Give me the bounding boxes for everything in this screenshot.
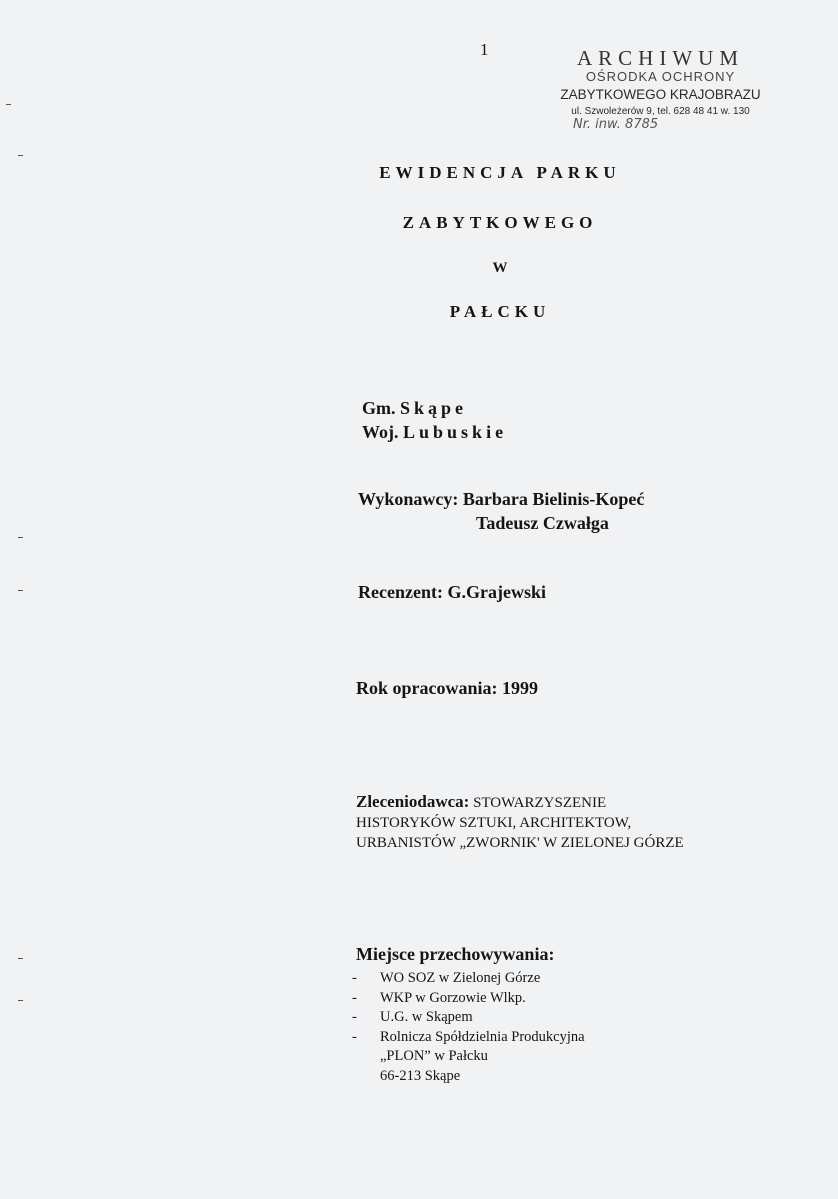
wojewodztwo-label: Woj. <box>362 422 399 442</box>
stamp-line-address: ul. Szwoleżerów 9, tel. 628 48 41 w. 130 <box>571 106 750 117</box>
reviewer-line <box>358 582 546 603</box>
list-item: - Rolnicza Spółdzielnia Produkcyjna <box>352 1028 585 1045</box>
client-block <box>356 792 684 853</box>
client-label: Zleceniodawca: <box>356 792 470 811</box>
stamp-line-osrodka: OŚRODKA OCHRONY <box>585 69 736 84</box>
authors-line-1 <box>358 489 644 510</box>
margin-tick <box>18 590 23 591</box>
gmina-label: Gm. <box>362 398 396 418</box>
margin-tick <box>18 537 23 538</box>
margin-tick <box>18 155 23 156</box>
client-line-3: URBANISTÓW „ZWORNIK' W ZIELONEJ GÓRZE <box>356 835 684 851</box>
year-label: Rok opracowania: <box>356 678 498 698</box>
title-line-1: EWIDENCJA PARKU <box>379 163 621 182</box>
client-line-2: HISTORYKÓW SZTUKI, ARCHITEKTOW, <box>356 815 632 831</box>
author-1: Barbara Bielinis-Kopeć <box>462 489 645 509</box>
list-item: - WO SOZ w Zielonej Górze <box>352 970 541 986</box>
authors-label: Wykonawcy: <box>358 489 459 509</box>
gmina-line <box>362 398 467 419</box>
stamp-line-zabytkowego: ZABYTKOWEGO KRAJOBRAZU <box>560 87 761 102</box>
stamp-inventory-number: Nr. inw. 8785 <box>573 117 659 132</box>
title-line-4: PAŁCKU <box>449 302 551 321</box>
stamp-line-archiwum: ARCHIWUM <box>577 46 744 70</box>
client-line-1: STOWARZYSZENIE <box>473 795 607 811</box>
margin-tick <box>18 958 23 959</box>
margin-tick <box>18 1000 23 1001</box>
year-value: 1999 <box>502 678 539 698</box>
storage-list <box>352 969 585 1086</box>
author-2: Tadeusz Czwałga <box>476 513 609 533</box>
title-line-2: ZABYTKOWEGO <box>402 213 598 232</box>
year-line <box>356 678 538 699</box>
reviewer-label: Recenzent: <box>358 582 443 602</box>
wojewodztwo-line <box>362 422 507 443</box>
list-item: - U.G. w Skąpem <box>352 1009 473 1025</box>
wojewodztwo-value: Lubuskie <box>403 422 508 442</box>
archive-stamp <box>553 46 768 132</box>
page-number: 1 <box>480 40 489 59</box>
list-item-continuation: 66-213 Skąpe <box>380 1067 461 1084</box>
gmina-value: Skąpe <box>400 398 468 418</box>
margin-tick <box>6 104 11 105</box>
list-item: - WKP w Gorzowie Wlkp. <box>352 989 526 1006</box>
list-item-continuation: „PLON” w Pałcku <box>380 1048 488 1064</box>
reviewer-name: G.Grajewski <box>447 582 546 602</box>
title-line-3: W <box>492 260 508 276</box>
storage-label: Miejsce przechowywania: <box>356 944 555 964</box>
